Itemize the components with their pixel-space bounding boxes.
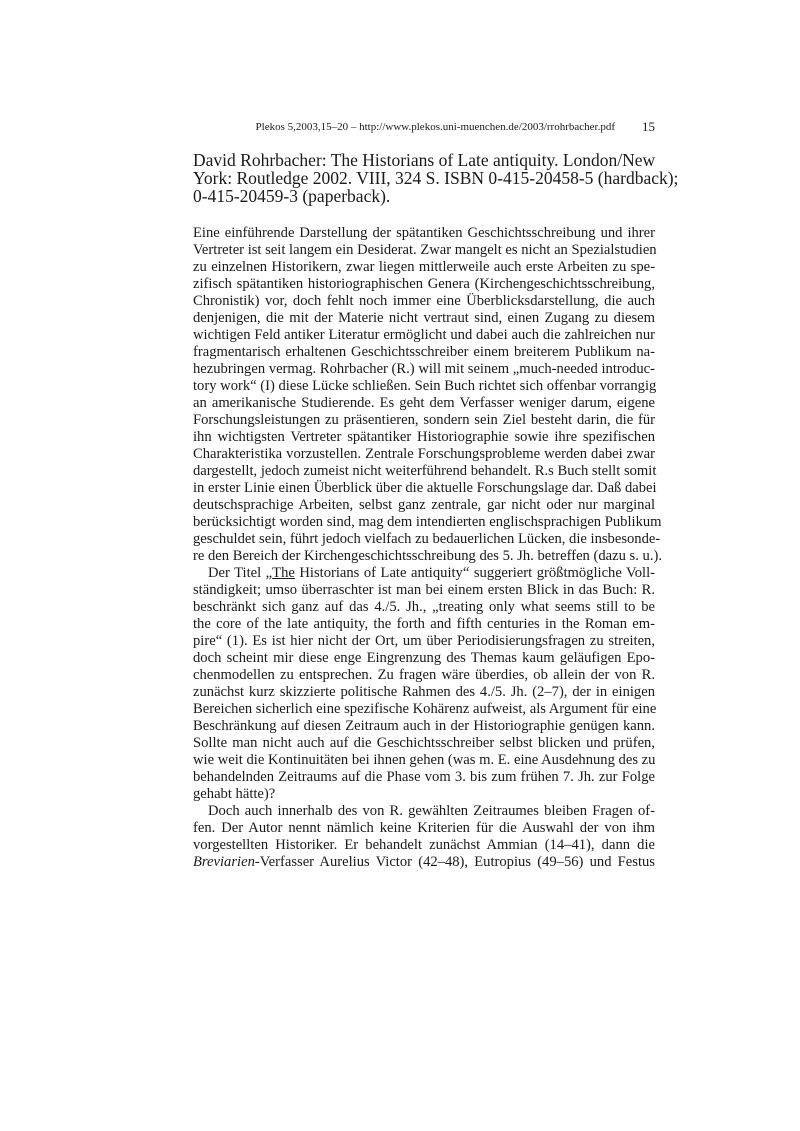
underlined-text: The [272,565,295,581]
text-line: denjenigen, die mit der Materie nicht vertraut sind, einen Zugang zu diesem [193,310,655,326]
text-line: Charakteristika vorzustellen. Zentrale Forschungsprobleme werden dabei zwar [193,446,655,462]
text-line [193,565,655,582]
text-line: ihn wichtigsten Vertreter spätantiker Historiographie sowie ihre spezifischen [193,429,655,445]
paragraph [193,565,655,803]
text-line: re den Bereich der Kirchengeschichtsschreibung des 5. Jh. betreffen (dazu s. u.). [193,548,662,564]
text-line: Chronistik) vor, doch fehlt noch immer eine Überblicksdarstellung, die auch [193,293,655,309]
text-line: chenmodellen zu entsprechen. Zu fragen wäre überdies, ob allein der von R. [193,667,655,683]
text-run: -Verfasser Aurelius Victor (42–48), Eutropius (49–56) und Festus [254,854,655,870]
text-line: ständigkeit; umso überraschter ist man bei einem ersten Blick in das Buch: R. [193,582,655,598]
text-line: hezubringen vermag. Rohrbacher (R.) will mit seinem „much-needed introduc- [193,361,655,377]
text-line: vorgestellten Historiker. Er behandelt zunächst Ammian (14–41), dann die [193,837,655,853]
title-line: 0-415-20459-3 (paperback). [193,186,391,206]
text-line: fragmentarisch erhaltenen Geschichtsschreiber einem breiterem Publikum na- [193,344,655,360]
text-line: wichtigen Feld antiker Literatur ermöglicht und dabei auch die zahlreichen nur [193,327,655,343]
text-line: in erster Linie einen Überblick über die aktuelle Forschungslage dar. Daß dabei [193,480,657,496]
text-line: zifisch spätantiken historiographischen Genera (Kirchengeschichtsschreibung, [193,276,655,292]
review-body [193,225,662,871]
text-line: the core of the late antiquity, the forth and fifth centuries in the Roman em- [193,616,655,632]
text-line: gehabt hätte)? [193,786,276,802]
text-line: deutschsprachige Arbeiten, selbst ganz zentrale, gar nicht oder nur marginal [193,497,655,513]
text-line: Sollte man nicht auch auf die Geschichtsschreiber selbst blicken und prüfen, [193,735,655,751]
text-run: Der Titel „ [208,565,273,581]
review-title [193,150,679,206]
running-header [193,119,655,135]
text-line: zunächst kurz skizzierte politische Rahmen des 4./5. Jh. (2–7), der in einigen [193,684,655,700]
text-line: Bereichen sicherlich eine spezifische Kohärenz aufweist, als Argument für eine [193,701,657,717]
text-run: Historians of Late antiquity“ suggeriert größtmögliche Voll- [294,565,655,581]
text-line: tory work“ (I) diese Lücke schließen. Sein Buch richtet sich offenbar vorrangig [193,378,657,394]
italic-text: Breviarien [193,854,255,870]
text-line: behandelnden Zeitraums auf die Phase vom 3. bis zum frühen 7. Jh. zur Folge [193,769,655,785]
text-line: geschuldet sein, führt jedoch vielfach zu bedauerlichen Lücken, die insbesonde- [193,531,661,547]
text-line: pire“ (1). Es ist hier nicht der Ort, um über Periodisierungsfragen zu streiten, [193,633,655,649]
title-line: York: Routledge 2002. VIII, 324 S. ISBN 0-415-20458-5 (hardback); [193,168,679,188]
text-line: Eine einführende Darstellung der spätantiken Geschichtsschreibung und ihrer [193,225,655,241]
text-line: berücksichtigt worden sind, mag dem intendierten englischsprachigen Publikum [193,514,662,530]
text-line: beschränkt sich ganz auf das 4./5. Jh., „treating only what seems still to be [193,599,655,615]
paragraph [193,803,655,871]
title-line: David Rohrbacher: The Historians of Late antiquity. London/New [193,150,656,170]
text-line: Beschränkung auf diesen Zeitraum auch in der Historiographie genügen kann. [193,718,655,734]
text-line: Forschungsleistungen zu präsentieren, sondern sein Ziel besteht darin, die für [193,412,655,428]
text-line: an amerikanische Studierende. Es geht dem Verfasser weniger darum, eigene [193,395,655,411]
running-head-text: Plekos 5,2003,15–20 – http://www.plekos.uni-muenchen.de/2003/rrohrbacher.pdf [255,121,615,133]
text-line: Doch auch innerhalb des von R. gewählten Zeitraumes bleiben Fragen of- [208,803,655,819]
text-line: fen. Der Autor nennt nämlich keine Kriterien für die Auswahl der von ihm [193,820,655,836]
text-line: Vertreter ist seit langem ein Desiderat. Zwar mangelt es nicht an Spezialstudien [193,242,657,258]
text-line: dargestellt, jedoch zumeist nicht weiterführend behandelt. R.s Buch stellt somit [193,463,657,479]
text-line: zu einzelnen Historikern, zwar liegen mittlerweile auch erste Arbeiten zu spe- [193,259,655,275]
text-line: wie weit die Kontinuitäten bei ihnen gehen (was m. E. eine Ausdehnung des zu [193,752,656,768]
text-line: doch scheint mir diese enge Eingrenzung des Themas kaum geläufigen Epo- [193,650,655,666]
paragraph [193,225,662,565]
page-number: 15 [642,119,655,134]
text-line [193,854,655,871]
